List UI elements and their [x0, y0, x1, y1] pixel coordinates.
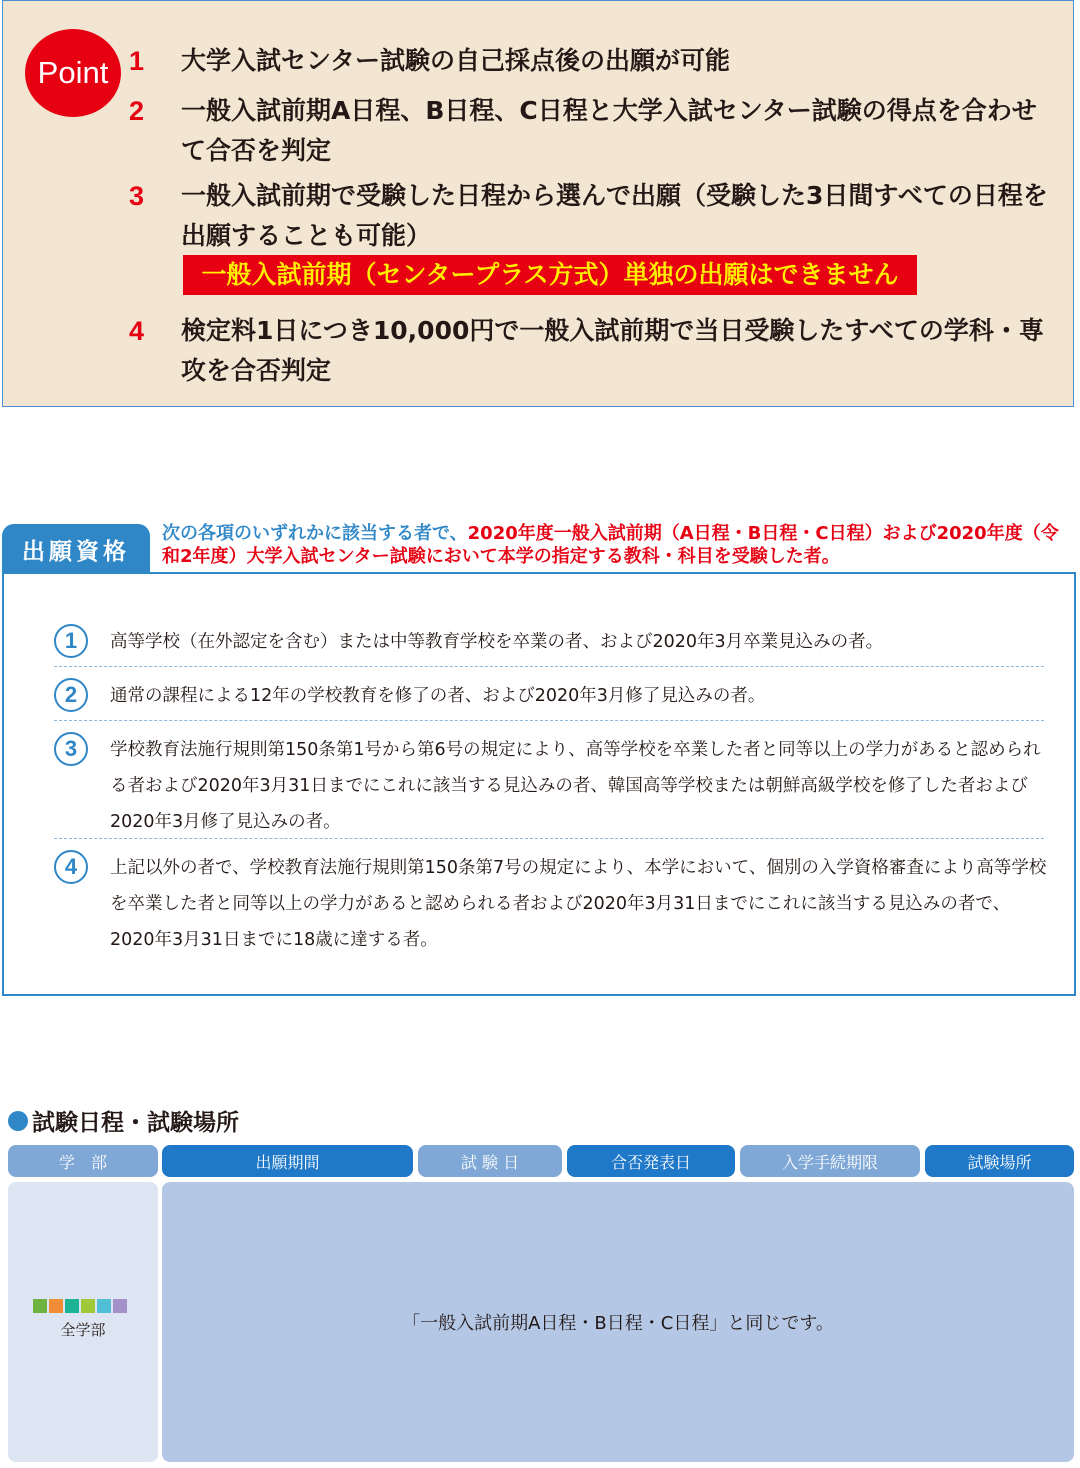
eligibility-lead-emphasis: 2020年度一般入試前期（A日程・B日程・C日程）および2020年度（令和2年度）大学入試センター試験において本学の指定する教科・科目を受験した者。: [162, 523, 1059, 567]
header-exam-date: 試 験 日: [418, 1145, 562, 1177]
faculty-color-swatches: [33, 1299, 127, 1313]
eligibility-lead: [162, 522, 1076, 568]
point-text: 一般入試前期A日程、B日程、C日程と大学入試センター試験の得点を合わせて合否を判定: [181, 96, 1037, 165]
circled-number: 2: [54, 678, 88, 712]
circled-number: 4: [54, 850, 88, 884]
swatch-icon: [97, 1299, 111, 1313]
circled-number: 1: [54, 624, 88, 658]
bullet-dot-icon: [8, 1111, 28, 1131]
eligibility-box: [2, 572, 1076, 996]
eligibility-text: 上記以外の者で、学校教育法施行規則第150条第7号の規定により、本学において、個別の入学資格審査により高等学校を卒業した者と同等以上の学力があると認められる者および2020年3月31日までにこれに該当する見込みの者で、2020年3月31日までに18歳に達する者。: [110, 858, 1047, 950]
schedule-content-cell: [162, 1182, 1074, 1462]
swatch-icon: [81, 1299, 95, 1313]
point-box: [2, 0, 1074, 407]
eligibility-text: 通常の課程による12年の学校教育を修了の者、および2020年3月修了見込みの者。: [110, 686, 766, 706]
schedule-title-text: 試験日程・試験場所: [32, 1110, 239, 1136]
header-enrollment-deadline: 入学手続期限: [740, 1145, 920, 1177]
point-number: 1: [129, 46, 145, 76]
divider: [54, 666, 1044, 667]
header-application-period: 出願期間: [162, 1145, 413, 1177]
eligibility-lead-plain: 次の各項のいずれかに該当する者で、: [162, 523, 468, 544]
schedule-title: [8, 1104, 239, 1137]
swatch-icon: [113, 1299, 127, 1313]
point-number: 4: [129, 316, 145, 346]
schedule-content-text: 「一般入試前期A日程・B日程・C日程」と同じです。: [402, 1313, 834, 1334]
divider: [54, 720, 1044, 721]
eligibility-text: 高等学校（在外認定を含む）または中等教育学校を卒業の者、および2020年3月卒業見込みの者。: [110, 632, 884, 652]
swatch-icon: [49, 1299, 63, 1313]
swatch-icon: [65, 1299, 79, 1313]
point-badge: Point: [25, 29, 121, 117]
point-number: 3: [129, 181, 145, 211]
circled-number: 3: [54, 732, 88, 766]
divider: [54, 838, 1044, 839]
department-cell: [8, 1182, 158, 1462]
point-text: 一般入試前期で受験した日程から選んで出願（受験した3日間すべての日程を出願することも可能）: [181, 181, 1048, 250]
header-result-date: 合否発表日: [567, 1145, 735, 1177]
department-label: 全学部: [60, 1321, 106, 1339]
point-warning-note: 一般入試前期（センタープラス方式）単独の出願はできません: [183, 255, 917, 295]
header-exam-location: 試験場所: [925, 1145, 1074, 1177]
point-text: 検定料1日につき10,000円で一般入試前期で当日受験したすべての学科・専攻を合否判定: [181, 316, 1044, 385]
point-text: 大学入試センター試験の自己採点後の出願が可能: [181, 46, 731, 75]
header-department: 学 部: [8, 1145, 158, 1177]
swatch-icon: [33, 1299, 47, 1313]
eligibility-text: 学校教育法施行規則第150条第1号から第6号の規定により、高等学校を卒業した者と同等以上の学力があると認められる者および2020年3月31日までにこれに該当する見込みの者、韓国高等学校または朝鮮高級学校を修了した者および2020年3月修了見込みの者。: [110, 740, 1041, 832]
eligibility-tab: 出願資格: [2, 524, 150, 574]
point-number: 2: [129, 96, 145, 126]
